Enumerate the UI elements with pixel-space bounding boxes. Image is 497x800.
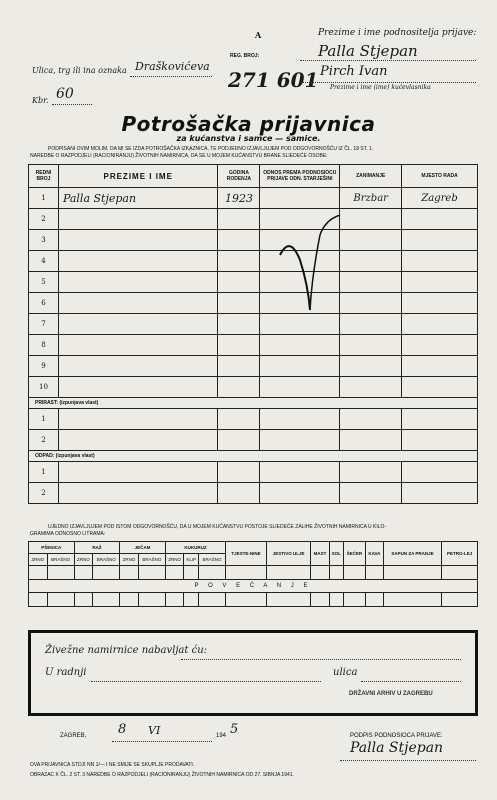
signature-label: Prezime i ime podnositelja prijave: xyxy=(318,28,477,38)
sub-klip: KLIP xyxy=(184,554,199,566)
table-row xyxy=(29,335,478,356)
table-row xyxy=(29,293,478,314)
stock-increase-row xyxy=(29,580,478,593)
header-name: PREZIME I IME xyxy=(58,165,218,188)
archive-stamp: DRŽAVNI ARHIV U ZAGREBU xyxy=(349,691,433,697)
intro-line-2: NAREDBE O RAZPODJELI (RACIONIRANJU) ŽIVOTNIH NAMIRNICA, DA SE U MOJEM KUĆANSTVU BRANE SLIEDEĆE OSOBE: xyxy=(30,153,328,159)
sub-zrno: ZRNO xyxy=(165,554,184,566)
group-raz: RAŽ xyxy=(74,542,120,554)
owner-label: Prezime i ime (ime) kućevlasnika xyxy=(330,84,431,91)
row-num: 7 xyxy=(29,314,59,335)
form-letter: A xyxy=(255,30,262,40)
sub-zrno: ZRNO xyxy=(120,554,139,566)
form-title: Potrošačka prijavnica xyxy=(121,112,376,136)
group-kukuruz: KUKURUZ xyxy=(165,542,225,554)
street-label: Ulica, trg ili ina oznaka xyxy=(32,66,127,75)
footer-note-2: OBRAZAC K ČL. 2 ST. 3 NAREDBE O RAZPODJELI (RACIONIRANJU) ŽIVOTNIH NAMIRNICA OD 27. SIBNJA 1941. xyxy=(30,772,294,778)
stock-group-row xyxy=(29,542,478,554)
reg-label: REG. BROJ: xyxy=(230,53,260,59)
row-num: 2 xyxy=(29,483,59,504)
table-row xyxy=(29,430,478,451)
row-num: 8 xyxy=(29,335,59,356)
supply-line-1-label: Živežne namirnice nabavljat ću: xyxy=(45,645,208,656)
row-num: 1 xyxy=(29,188,59,209)
signature-value: Palla Stjepan xyxy=(318,42,418,60)
row-num: 1 xyxy=(29,409,59,430)
group-petrolej: PETRO-LEJ xyxy=(442,542,478,566)
group-jecam: JEČAM xyxy=(120,542,166,554)
row-relation xyxy=(260,188,340,209)
stock-line-1: UJEDNO IZJAVLJUJEM POD ISTOM ODGOVORNOŠĆU, DA U MOJEM KUĆANSTVU POSTOJE SLIEDEĆE ZALIHE ŽIVOTNIH NAMIRNICA U KILO- xyxy=(48,524,387,530)
sub-brasno: BRAŠNO xyxy=(47,554,74,566)
table-row xyxy=(29,230,478,251)
table-row xyxy=(29,462,478,483)
row-name: Palla Stjepan xyxy=(58,188,218,209)
table-row xyxy=(29,377,478,398)
date-month: VI xyxy=(148,724,161,737)
row-num: 4 xyxy=(29,251,59,272)
persons-header-row xyxy=(29,165,478,188)
group-tjestenine: TJESTE-NINE xyxy=(226,542,267,566)
date-day: 8 xyxy=(118,722,127,737)
table-row xyxy=(29,209,478,230)
date-year-suffix: 5 xyxy=(230,722,239,737)
stock-value-row xyxy=(29,566,478,580)
increase-label: P O V E Ć A N J E xyxy=(29,580,478,593)
reg-number: 271 601 xyxy=(228,68,319,92)
supply-box xyxy=(28,630,478,716)
header-num: REDNI BROJ xyxy=(29,165,59,188)
kbr-label: Kbr. xyxy=(32,96,49,105)
header-place: MJESTO RADA xyxy=(402,165,478,188)
table-row xyxy=(29,314,478,335)
sub-zrno: ZRNO xyxy=(74,554,93,566)
pen-strike-mark xyxy=(270,215,350,315)
row-num: 6 xyxy=(29,293,59,314)
group-sapun: SAPUN ZA PRANJE xyxy=(383,542,442,566)
header-relation: ODNOS PREMA PODNOSIOCU PRIJAVE ODN. STARJEŠINI xyxy=(260,165,340,188)
intro-line-1: PODPISANI OVIM MOLIM, DA MI SE IZDA POTROŠAČKA IZKAZNICA, TE PODJEDNO IZJAVLJUJEM POD ODGOVORNOŠĆU IZ ČL. 18 ST. 1. xyxy=(48,146,374,152)
table-row xyxy=(29,251,478,272)
table-row xyxy=(29,272,478,293)
header-occupation: ZANIMANJE xyxy=(340,165,402,188)
row-num: 5 xyxy=(29,272,59,293)
stock-increase-value-row xyxy=(29,593,478,607)
row-num: 3 xyxy=(29,230,59,251)
odpad-section xyxy=(29,451,478,462)
row-num: 10 xyxy=(29,377,59,398)
row-num: 2 xyxy=(29,430,59,451)
row-num: 9 xyxy=(29,356,59,377)
supply-line-2-label: U radnji xyxy=(45,667,87,678)
table-row xyxy=(29,356,478,377)
table-row xyxy=(29,409,478,430)
stock-line-2: GRAMIMA ODNOSNO LITRAMA: xyxy=(30,531,106,537)
prirast-label: PRIRAST: (izpunjava vlast) xyxy=(29,398,478,409)
group-kava: KAVA xyxy=(366,542,384,566)
form-subtitle: za kućanstva i samce — samice. xyxy=(176,134,321,143)
sub-brasno: BRAŠNO xyxy=(199,554,226,566)
row-num: 2 xyxy=(29,209,59,230)
sign-value: Palla Stjepan xyxy=(350,740,444,756)
sub-zrno: ZRNO xyxy=(29,554,48,566)
group-sol: SOL xyxy=(329,542,343,566)
place-label: ZAGREB, xyxy=(60,733,87,739)
row-place: Zagreb xyxy=(402,188,478,209)
odpad-label: ODPAD: (izpunjava vlast) xyxy=(29,451,478,462)
owner-value: Pirch Ivan xyxy=(320,64,388,79)
header-year: GODINA RODENJA xyxy=(218,165,260,188)
row-year: 1923 xyxy=(218,188,260,209)
table-row xyxy=(29,483,478,504)
footer-note-1: OVA PRIJAVNICA STOJI NN 1/— I NE SMIJE SE SKUPLJE PRODAVATI. xyxy=(30,762,195,768)
sign-label: PODPIS PODNOSIOCA PRIJAVE: xyxy=(350,733,443,739)
group-secer: ŠEĆER xyxy=(343,542,365,566)
group-psenica: PŠENICA xyxy=(29,542,75,554)
kbr-value: 60 xyxy=(56,86,74,102)
sub-brasno: BRAŠNO xyxy=(93,554,120,566)
sub-brasno: BRAŠNO xyxy=(138,554,165,566)
persons-table xyxy=(28,164,478,504)
table-row xyxy=(29,188,478,209)
date-year-prefix: 194 xyxy=(216,733,227,739)
group-ulje: JESTIVO ULJE xyxy=(266,542,310,566)
supply-line-2-mid: ulica xyxy=(333,667,358,678)
stock-table xyxy=(28,541,478,607)
street-value: Draškovićeva xyxy=(135,60,210,73)
row-occupation: Brzbar xyxy=(340,188,402,209)
group-mast: MAST xyxy=(311,542,330,566)
prirast-section xyxy=(29,398,478,409)
row-num: 1 xyxy=(29,462,59,483)
